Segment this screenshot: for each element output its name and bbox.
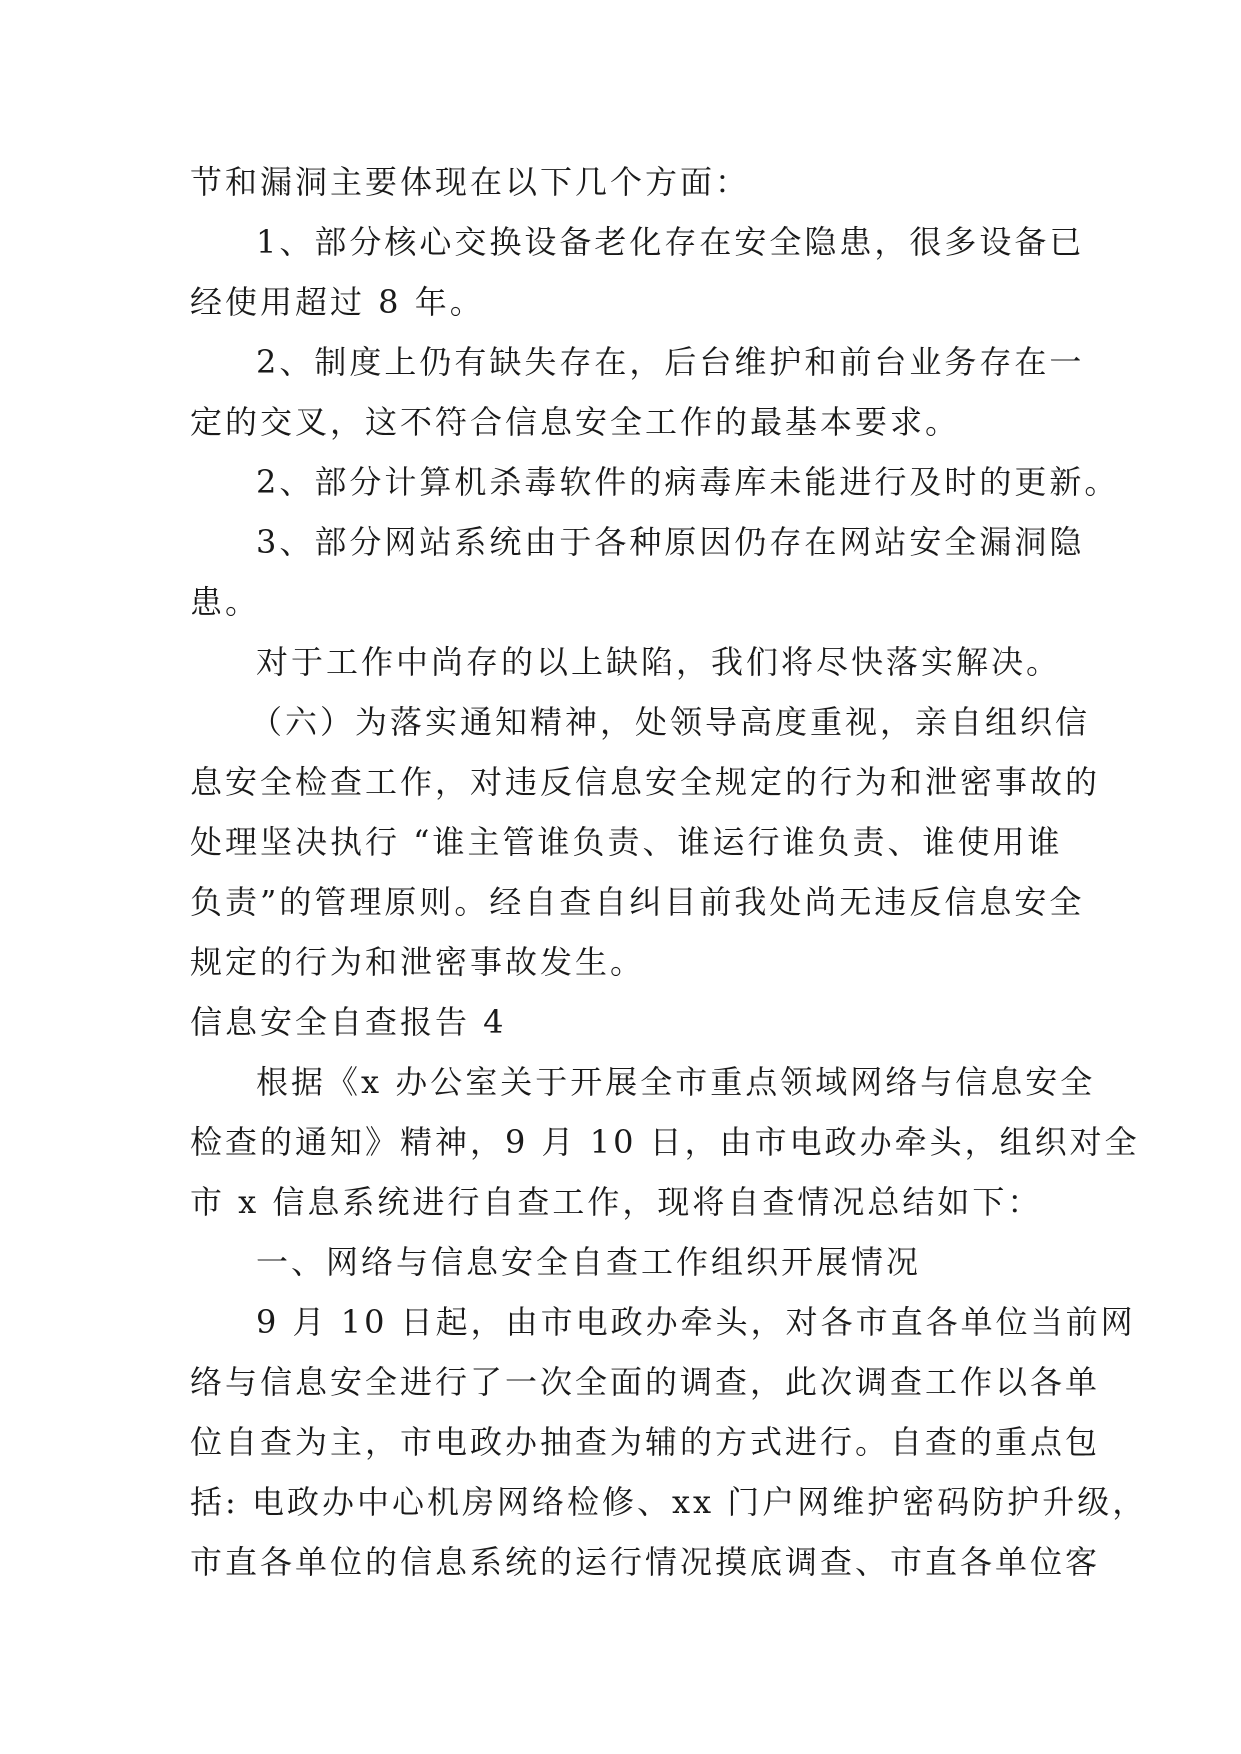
text-line: 括: 电政办中心机房网络检修、xx 门户网维护密码防护升级，	[190, 1483, 1148, 1521]
text-line: 患。	[190, 583, 261, 621]
text-line: 络与信息安全进行了一次全面的调查，此次调查工作以各单	[190, 1363, 1101, 1401]
text-line: 规定的行为和泄密事故发生。	[190, 943, 646, 981]
section-heading: 信息安全自查报告 4	[190, 1003, 507, 1041]
text-line: 市直各单位的信息系统的运行情况摸底调查、市直各单位客	[190, 1543, 1101, 1581]
text-line: 位自查为主，市电政办抽查为辅的方式进行。自查的重点包	[190, 1423, 1101, 1461]
text-line: 2、部分计算机杀毒软件的病毒库未能进行及时的更新。	[256, 463, 1120, 501]
text-line: 3、部分网站系统由于各种原因仍存在网站安全漏洞隐	[256, 523, 1085, 561]
text-line: 9 月 10 日起，由市电政办牵头，对各市直各单位当前网	[256, 1303, 1136, 1341]
text-line: 根据《x 办公室关于开展全市重点领域网络与信息安全	[256, 1063, 1096, 1101]
document-page	[190, 152, 1148, 1592]
text-line: 1、部分核心交换设备老化存在安全隐患，很多设备已	[256, 223, 1085, 261]
text-line: 定的交叉，这不符合信息安全工作的最基本要求。	[190, 403, 961, 441]
text-line: 检查的通知》精神，9 月 10 日，由市电政办牵头，组织对全	[190, 1123, 1140, 1161]
text-line: 经使用超过 8 年。	[190, 283, 485, 321]
text-line: 市 x 信息系统进行自查工作，现将自查情况总结如下：	[190, 1183, 1043, 1221]
text-line: 处理坚决执行 “谁主管谁负责、谁运行谁负责、谁使用谁	[190, 823, 1063, 861]
text-line: （六）为落实通知精神，处领导高度重视，亲自组织信	[250, 703, 1091, 741]
text-line: 2、制度上仍有缺失存在，后台维护和前台业务存在一	[256, 343, 1085, 381]
text-line: 节和漏洞主要体现在以下几个方面：	[190, 163, 751, 201]
subsection-heading: 一、网络与信息安全自查工作组织开展情况	[256, 1243, 922, 1281]
text-line: 息安全检查工作，对违反信息安全规定的行为和泄密事故的	[190, 763, 1101, 801]
text-line: 对于工作中尚存的以上缺陷，我们将尽快落实解决。	[256, 643, 1062, 681]
text-line: 负责”的管理原则。经自查自纠目前我处尚无违反信息安全	[190, 883, 1085, 921]
